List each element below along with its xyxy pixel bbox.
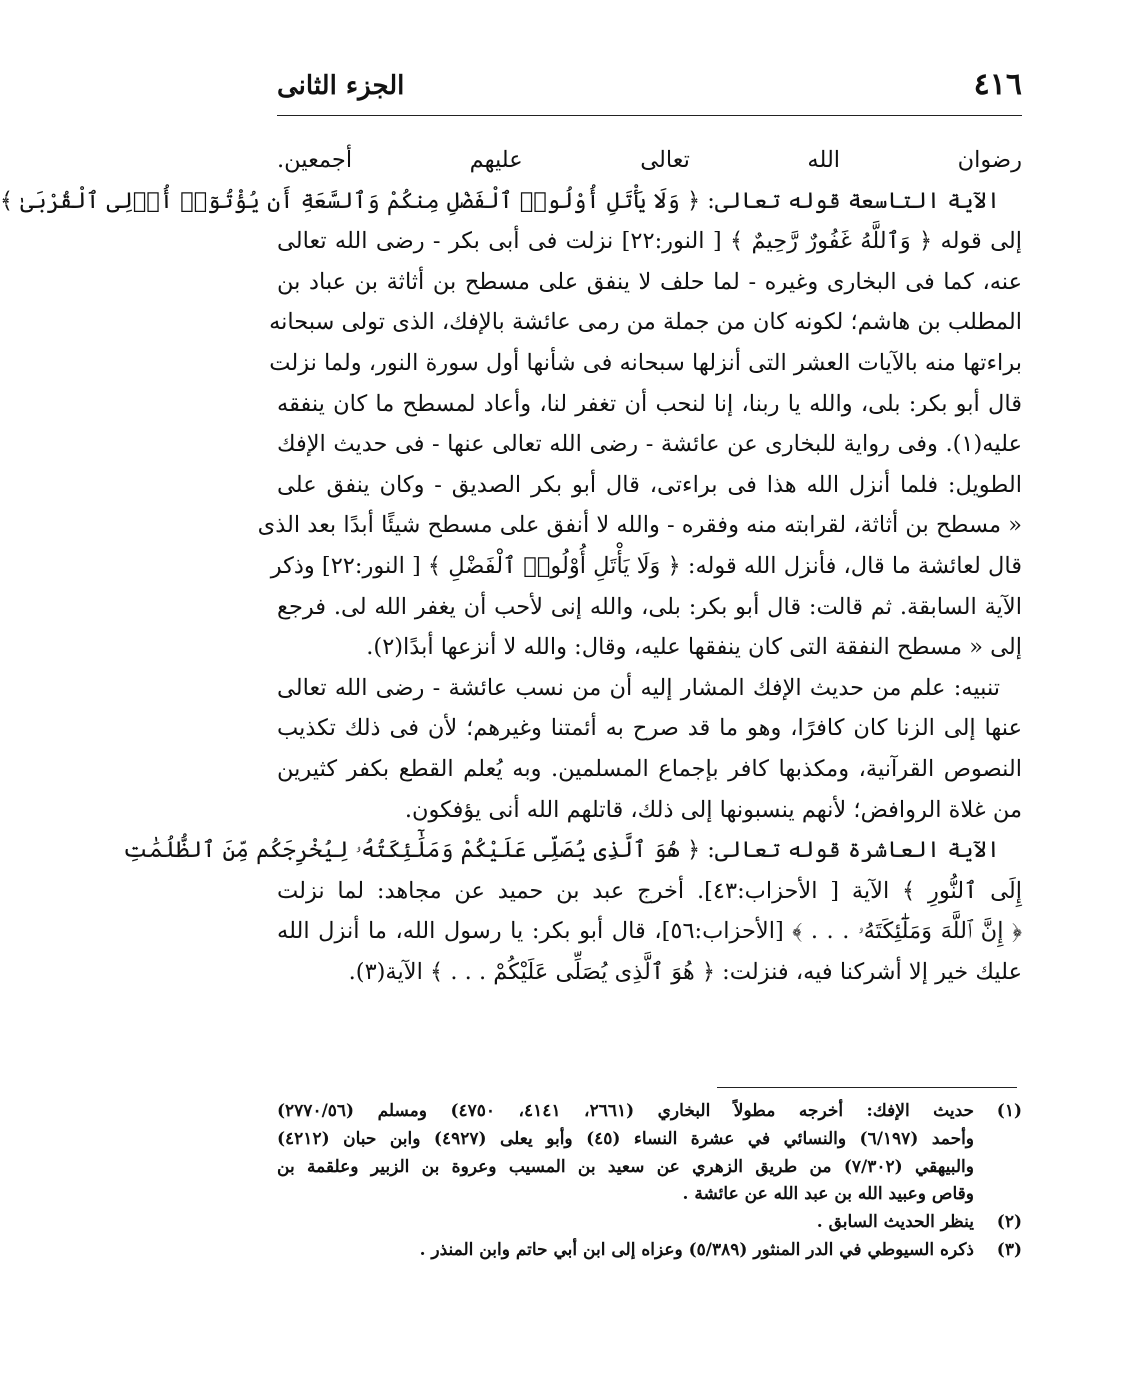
part-title: الجزء الثانى <box>277 71 405 101</box>
text-line: من غلاة الروافض؛ لأنهم ينسبونها إلى ذلك، قاتلهم الله أنى يؤفكون. <box>404 796 1022 823</box>
footnote-line <box>277 1209 1022 1237</box>
footnote-text: وقاص وعبيد الله بن عبد الله عن عائشة . <box>682 1184 974 1205</box>
text-line: عليه(١). وفى رواية للبخارى عن عائشة - رضى الله تعالى عنها - فى حديث الإفك <box>277 431 1022 458</box>
footnote-text: ذكره السيوطي في الدر المنثور (٥/٣٨٩) وعزاه إلى ابن أبي حاتم وابن المنذر . <box>419 1239 974 1260</box>
footnote-text: وأحمد (٦/١٩٧) والنسائي في عشرة النساء (٤٥) وأبو يعلى (٤٩٢٧) وابن حبان (٤٢١٢) <box>277 1128 975 1149</box>
running-header <box>277 62 1022 110</box>
footnote-line <box>277 1126 1022 1154</box>
footnote-text: والبيهقي (٧/٣٠٢) من طريق الزهري عن سعيد بن المسيب وعروة بن الزبير وعلقمة بن <box>277 1156 974 1177</box>
footnote-number: (٢) <box>996 1212 1022 1233</box>
text-line: الآية التاسعة قوله تعالى: ﴿ وَلَا يَأْتَلِ أُوْلُوا۟ ٱلْفَضْلِ مِنكُمْ وَٱلسَّعَةِ أَن يُؤْتُوٓا۟ أُو۟لِى ٱلْقُرْبَىٰ ﴾ <box>0 187 1000 214</box>
text-line: براءتها منه بالآيات العشر التى أنزلها سبحانه فى شأنها أول سورة النور، ولما نزلت <box>269 349 1022 376</box>
text-line: إِلَى ٱلنُّورِ ﴾ الآية [ الأحزاب:٤٣]. أخرج عبد بن حميد عن مجاهد: لما نزلت <box>277 877 1022 904</box>
text-line: الطويل: فلما أنزل الله هذا فى براءتى، قال أبو بكر الصديق - وكان ينفق على <box>277 471 1022 498</box>
text-line: قال لعائشة ما قال، فأنزل الله قوله: ﴿ وَلَا يَأْتَلِ أُوْلُوا۟ ٱلْفَضْلِ ﴾ [ النور:٢٢] وذكر <box>270 552 1022 579</box>
text-line: الآية العاشرة قوله تعالى: ﴿ هُوَ ٱلَّذِى يُصَلِّى عَلَيْكُمْ وَمَلَٰٓئِكَتُهُۥ لِيُخْرِجَكُم مِّنَ ٱلظُّلُمَٰتِ <box>123 837 1000 864</box>
text-line: إلى قوله ﴿ وَٱللَّهُ غَفُورٌ رَّحِيمٌ ﴾ [ النور:٢٢] نزلت فى أبى بكر - رضى الله تعالى <box>277 228 1022 255</box>
text-line: عليك خير إلا أشركنا فيه، فنزلت: ﴿ هُوَ ٱلَّذِى يُصَلِّى عَلَيْكُمْ . . . ﴾ الآية(٣). <box>348 958 1022 985</box>
footnote-line <box>277 1237 1022 1265</box>
footnote-number: (١) <box>996 1101 1022 1121</box>
text-line: النصوص القرآنية، ومكذبها كافر بإجماع المسلمين. وبه يُعلم القطع بكفر كثيرين <box>277 755 1022 782</box>
footnote-separator <box>717 1087 1017 1088</box>
text-line: تنبيه: علم من حديث الإفك المشار إليه أن من نسب عائشة - رضى الله تعالى <box>277 674 1000 701</box>
text-line: ﴿ إِنَّ ٱللَّهَ وَمَلَٰٓئِكَتَهُۥ . . . ﴾ [الأحزاب:٥٦]، قال أبو بكر: يا رسول الله، ما أنزل الله <box>277 918 1022 945</box>
footnote-line <box>277 1154 1022 1182</box>
text-line: رضوان الله تعالى عليهم أجمعين. <box>277 147 1022 173</box>
text-line: قال أبو بكر: بلى، والله يا ربنا، إنا لنحب أن تغفر لنا، وأعاد لمسطح ما كان ينفقه <box>277 390 1022 417</box>
footnote-text: ينظر الحديث السابق . <box>816 1212 974 1233</box>
footnote-text: حديث الإفك: أخرجه مطولاً البخاري (٢٦٦١، ٤١٤١، ٤٧٥٠) ومسلم (٢٧٧٠/٥٦) <box>277 1101 975 1121</box>
text-line: المطلب بن هاشم؛ لكونه كان من جملة من رمى عائشة بالإفك، الذى تولى سبحانه <box>269 309 1022 336</box>
page-number: ٤١٦ <box>973 67 1022 102</box>
footnote-number: (٣) <box>996 1239 1022 1260</box>
footnotes <box>277 1098 1022 1265</box>
footnote-line <box>277 1098 1022 1126</box>
text-line: إلى « مسطح النفقة التى كان ينفقها عليه، وقال: والله لا أنزعها أبدًا(٢). <box>366 634 1022 661</box>
text-line: « مسطح بن أثاثة، لقرابته منه وفقره - والله لا أنفق على مسطح شيئًا أبدًا بعد الذى <box>257 512 1022 539</box>
main-text <box>0 140 1022 992</box>
footnote-line <box>277 1181 1022 1209</box>
text-line: عنها إلى الزنا كان كافرًا، وهو ما قد صرح به أئمتنا وغيرهم؛ لأن فى ذلك تكذيب <box>277 715 1022 742</box>
text-line: الآية السابقة. ثم قالت: قال أبو بكر: بلى، والله إنى لأحب أن يغفر الله لى. فرجع <box>277 593 1022 620</box>
text-line: عنه، كما فى البخارى وغيره - لما حلف لا ينفق على مسطح بن أثاثة بن عباد بن <box>277 268 1022 295</box>
header-rule <box>277 115 1022 116</box>
